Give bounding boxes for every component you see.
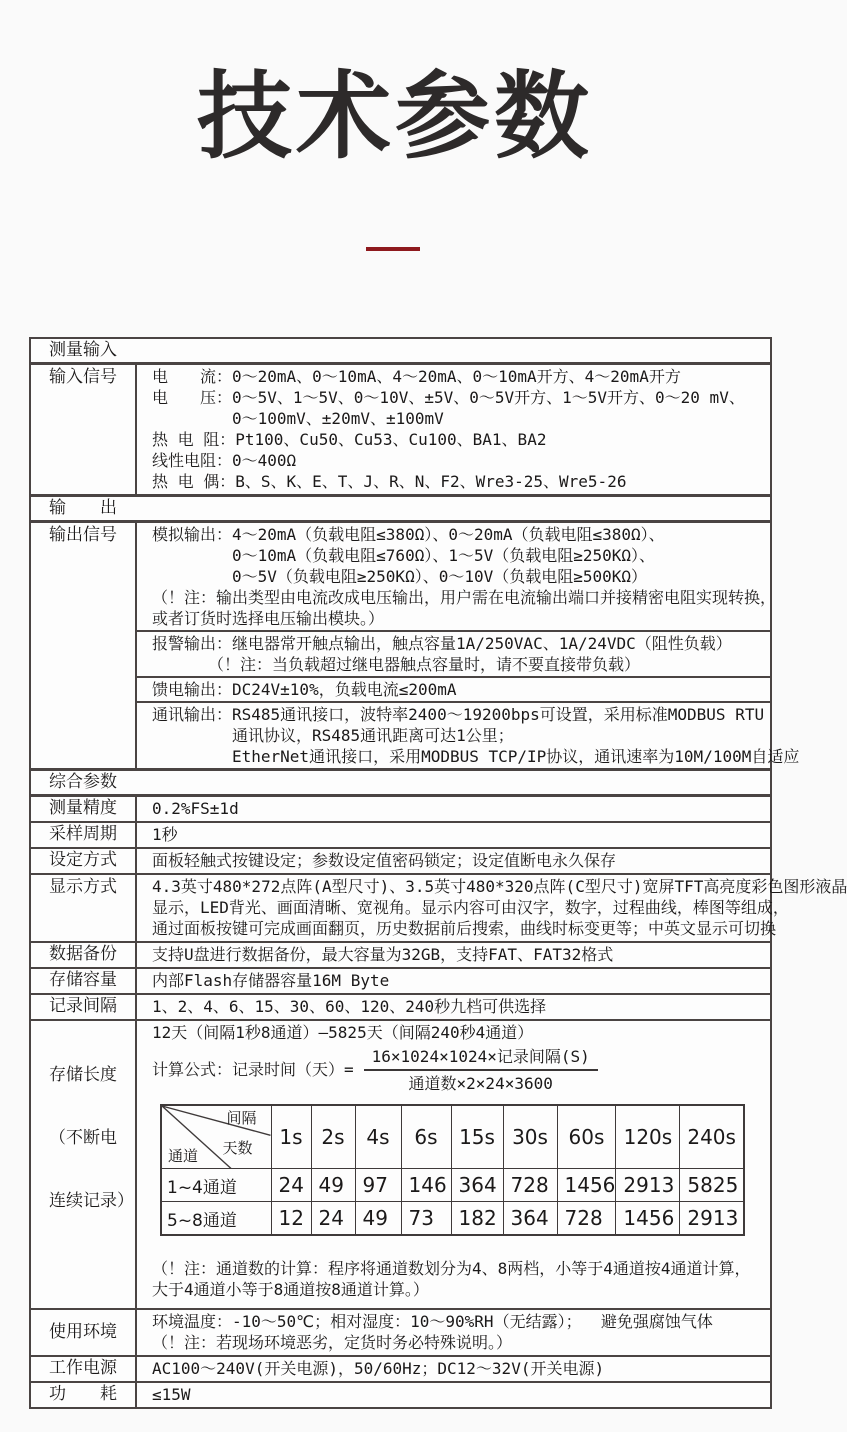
title-accent-rule — [366, 247, 420, 251]
grid-interval-header: 15s — [451, 1105, 503, 1169]
row-content — [137, 1021, 770, 1308]
row-content — [137, 943, 770, 967]
row-label: 存储长度 （不断电 连续记录） — [31, 1021, 137, 1308]
grid-value: 728 — [503, 1169, 557, 1202]
row-storage-length — [31, 1019, 770, 1308]
spec-line: 0.2%FS±1d — [152, 798, 239, 818]
row-content — [137, 995, 770, 1019]
row-input-signal — [31, 362, 770, 494]
grid-value: 5825 — [680, 1169, 744, 1202]
grid-value: 73 — [401, 1202, 451, 1235]
spec-line: 面板轻触式按键设定；参数设定值密码锁定；设定值断电永久保存 — [152, 850, 617, 870]
row-label: 工作电源 — [31, 1357, 137, 1381]
grid-value: 24 — [311, 1202, 355, 1235]
spec-line: 显示，LED背光、画面清晰、宽视角。显示内容可由汉字，数字，过程曲线，棒图等组成， — [152, 897, 789, 917]
row-content — [137, 1357, 770, 1381]
row-label: 存储容量 — [31, 969, 137, 993]
grid-interval-header: 120s — [616, 1105, 680, 1169]
section-row-measure-input — [31, 339, 770, 362]
grid-value: 364 — [503, 1202, 557, 1235]
spec-line: 1、2、4、6、15、30、60、120、240秒九档可供选择 — [152, 996, 547, 1016]
row-label: 输出信号 — [31, 523, 137, 768]
spec-line: 0～100mV、±20mV、±100mV — [152, 408, 444, 428]
grid-header-row — [161, 1105, 744, 1169]
formula-denominator: 通道数×2×24×3600 — [408, 1073, 553, 1093]
spec-line: 通讯协议，RS485通讯距离可达1公里； — [152, 725, 514, 745]
grid-value: 1456 — [616, 1202, 680, 1235]
row-backup — [31, 941, 770, 967]
row-content — [137, 969, 770, 993]
grid-value: 2913 — [680, 1202, 744, 1235]
grid-value: 49 — [311, 1169, 355, 1202]
storage-note — [152, 1258, 764, 1300]
corner-label-interval: 间隔 — [226, 1108, 257, 1127]
storage-days-table — [160, 1104, 745, 1236]
grid-corner-cell — [161, 1105, 271, 1169]
spec-line: 通讯输出：RS485通讯接口，波特率2400～19200bps可设置，采用标准MODBUS RTU — [152, 704, 765, 724]
grid-data-row — [161, 1169, 744, 1202]
row-output-signal — [31, 520, 800, 768]
formula-fraction — [364, 1046, 598, 1094]
feed-output-block — [137, 676, 770, 701]
spec-line: 0～5V（负载电阻≥250KΩ）、0～10V（负载电阻≥500KΩ） — [152, 566, 648, 586]
spec-line: 0～10mA（负载电阻≤760Ω）、1～5V（负载电阻≥250KΩ）、 — [152, 545, 656, 565]
grid-channel-label: 5~8通道 — [161, 1202, 271, 1235]
section-row-general — [31, 768, 770, 794]
row-content — [137, 1383, 770, 1407]
grid-value: 2913 — [616, 1169, 680, 1202]
page-title: 技术参数 — [196, 64, 593, 170]
row-display — [31, 873, 847, 941]
grid-interval-header: 4s — [355, 1105, 401, 1169]
row-content — [137, 365, 770, 494]
spec-line: 电 压：0～5V、1～5V、0～10V、±5V、0～5V开方、1～5V开方、0～20 mV、 — [152, 387, 745, 407]
grid-channel-label: 1~4通道 — [161, 1169, 271, 1202]
grid-value: 364 — [451, 1169, 503, 1202]
spec-line: AC100～240V(开关电源)，50/60Hz；DC12～32V(开关电源) — [152, 1358, 605, 1378]
spec-line: （！注：当负载超过继电器触点容量时，请不要直接带负载） — [152, 654, 641, 674]
grid-value: 97 — [355, 1169, 401, 1202]
row-label: 输入信号 — [31, 365, 137, 494]
grid-value: 24 — [271, 1169, 311, 1202]
row-content — [137, 849, 770, 873]
spec-line: 通过面板按键可完成画面翻页，历史数据前后搜索，曲线时标变更等；中英文显示可切换 — [152, 918, 777, 938]
section-row-output — [31, 494, 770, 520]
row-label: 显示方式 — [31, 875, 137, 941]
row-power-supply — [31, 1355, 770, 1381]
spec-line: 1秒 — [152, 824, 178, 844]
spec-line: 4.3英寸480*272点阵(A型尺寸)、3.5英寸480*320点阵(C型尺寸)宽屏TFT高亮度彩色图形液晶 — [152, 876, 847, 896]
row-content — [137, 823, 770, 847]
spec-table — [29, 337, 847, 1409]
row-label: 设定方式 — [31, 849, 137, 873]
spec-line: ≤15W — [152, 1384, 191, 1404]
row-power-consumption — [31, 1381, 770, 1407]
section-label: 输 出 — [49, 497, 117, 518]
formula-prefix: 计算公式：记录时间（天）= — [152, 1060, 354, 1080]
section-label: 测量输入 — [49, 339, 117, 360]
grid-value: 1456 — [557, 1169, 616, 1202]
spec-line: 环境温度：-10～50℃；相对湿度：10～90%RH（无结露）； 避免强腐蚀气体 — [152, 1311, 713, 1331]
row-label: 数据备份 — [31, 943, 137, 967]
spec-line: 模拟输出：4～20mA（负载电阻≤380Ω）、0～20mA（负载电阻≤380Ω）、 — [152, 524, 665, 544]
storage-formula — [152, 1046, 764, 1094]
grid-value: 49 — [355, 1202, 401, 1235]
row-content — [137, 523, 800, 768]
row-label: 功 耗 — [31, 1383, 137, 1407]
row-label: 采样周期 — [31, 823, 137, 847]
corner-label-channel: 通道 — [168, 1147, 199, 1166]
spec-line: （！注：输出类型由电流改成电压输出，用户需在电流输出端口并接精密电阻实现转换， — [152, 587, 777, 607]
row-sampling — [31, 821, 770, 847]
grid-interval-header: 2s — [311, 1105, 355, 1169]
row-accuracy — [31, 794, 770, 821]
spec-line: 支持U盘进行数据备份，最大容量为32GB，支持FAT、FAT32格式 — [152, 944, 614, 964]
grid-interval-header: 240s — [680, 1105, 744, 1169]
spec-line: 热 电 阻：Pt100、Cu50、Cu53、Cu100、BA1、BA2 — [152, 429, 547, 449]
grid-interval-header: 6s — [401, 1105, 451, 1169]
grid-value: 146 — [401, 1169, 451, 1202]
spec-line: （！注：通道数的计算：程序将通道数划分为4、8两档，小等于4通道按4通道计算， — [152, 1258, 751, 1278]
formula-numerator: 16×1024×1024×记录间隔(S) — [364, 1046, 598, 1071]
grid-value: 182 — [451, 1202, 503, 1235]
row-environment — [31, 1308, 770, 1355]
row-content — [137, 797, 770, 821]
comm-output-block — [137, 701, 800, 768]
row-setting — [31, 847, 770, 873]
grid-data-row — [161, 1202, 744, 1235]
row-content — [137, 1310, 770, 1355]
corner-label-days: 天数 — [222, 1138, 253, 1157]
row-interval — [31, 993, 770, 1019]
spec-line: （！注：若现场环境恶劣，定货时务必特殊说明。） — [152, 1332, 513, 1352]
grid-interval-header: 60s — [557, 1105, 616, 1169]
spec-line: 馈电输出：DC24V±10%，负载电流≤200mA — [152, 679, 457, 699]
spec-line: 内部Flash存储器容量16M Byte — [152, 970, 390, 990]
alarm-output-block — [137, 630, 770, 676]
row-content — [137, 875, 847, 941]
grid-interval-header: 30s — [503, 1105, 557, 1169]
spec-line: 热 电 偶：B、S、K、E、T、J、R、N、F2、Wre3-25、Wre5-26 — [152, 471, 627, 491]
grid-interval-header: 1s — [271, 1105, 311, 1169]
row-capacity — [31, 967, 770, 993]
storage-range-line: 12天（间隔1秒8通道）—5825天（间隔240秒4通道） — [152, 1022, 534, 1042]
analog-output-block — [137, 523, 777, 630]
grid-value: 12 — [271, 1202, 311, 1235]
grid-value: 728 — [557, 1202, 616, 1235]
spec-line: 或者订货时选择电压输出模块。） — [152, 608, 385, 628]
row-label: 测量精度 — [31, 797, 137, 821]
page — [0, 58, 847, 1432]
row-label: 使用环境 — [31, 1310, 137, 1355]
spec-line: 电 流：0～20mA、0～10mA、4～20mA、0～10mA开方、4～20mA开方 — [152, 366, 681, 386]
spec-line: EtherNet通讯接口，采用MODBUS TCP/IP协议，通讯速率为10M/100M自适应 — [152, 746, 800, 766]
spec-line: 大于4通道小等于8通道按8通道计算。） — [152, 1279, 429, 1299]
row-label: 记录间隔 — [31, 995, 137, 1019]
spec-line: 线性电阻：0～400Ω — [152, 450, 297, 470]
section-label: 综合参数 — [49, 771, 117, 792]
spec-line: 报警输出：继电器常开触点输出，触点容量1A/250VAC、1A/24VDC（阻性负载） — [152, 633, 732, 653]
